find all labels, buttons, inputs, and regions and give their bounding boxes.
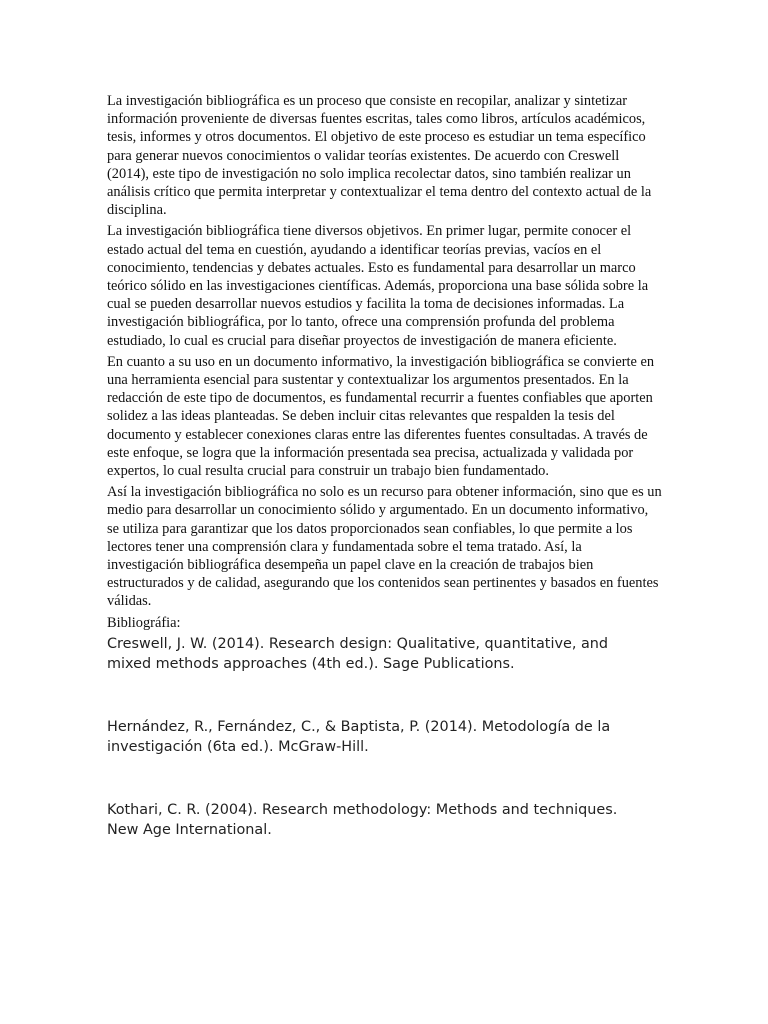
bibliography-heading: Bibliográfia: xyxy=(107,614,181,631)
paragraph-objectives: La investigación bibliográfica tiene diversos objetivos. En primer lugar, permite conocer el estado actual del tema en cuestión, ayudando a identificar teorías previas, vacíos en el conocimiento, tendencias y debates actuales. Esto es fundamental para desarrollar un marco teórico sólido en las investigaciones científicas. Además, proporciona una base sólida sobre la cual se pueden desarrollar nuevos estudios y facilita la toma de decisiones informadas. La investigación bibliográfica, por lo tanto, ofrece una comprensión profunda del problema estudiado, lo cual es crucial para diseñar proyectos de investigación de manera eficiente. xyxy=(107,223,649,349)
paragraph-conclusion: Así la investigación bibliográfica no solo es un recurso para obtener información, sino que es un medio para desarrollar un conocimiento sólido y argumentado. En un documento informativo, se utiliza para garantizar que los datos proporcionados sean confiables, lo que permite a los lectores tener una comprensión clara y fundamentada sobre el tema tratado. Así, la investigación bibliográfica desempeña un papel clave en la creación de trabajos bien estructurados y de calidad, asegurando que los contenidos sean pertinentes y basados en fuentes válidas. xyxy=(107,484,662,610)
document-page xyxy=(107,92,662,840)
reference-creswell: Creswell, J. W. (2014). Research design: Qualitative, quantitative, and mixed methods approaches (4th ed.). Sage Publications. xyxy=(107,635,609,673)
paragraph-definition: La investigación bibliográfica es un proceso que consiste en recopilar, analizar y sintetizar información proveniente de diversas fuentes escritas, tales como libros, artículos académicos, tesis, informes y otros documentos. El objetivo de este proceso es estudiar un tema específico para generar nuevos conocimientos o validar teorías existentes. De acuerdo con Creswell (2014), este tipo de investigación no solo implica recolectar datos, sino también realizar un análisis crítico que permita interpretar y contextualizar el tema dentro del contexto actual de la disciplina. xyxy=(107,93,652,219)
reference-hernandez: Hernández, R., Fernández, C., & Baptista, P. (2014). Metodología de la investigación (6ta ed.). McGraw-Hill. xyxy=(107,718,611,756)
paragraph-usage: En cuanto a su uso en un documento informativo, la investigación bibliográfica se convierte en una herramienta esencial para sustentar y contextualizar los argumentos presentados. En la redacción de este tipo de documentos, es fundamental recurrir a fuentes confiables que aporten solidez a las ideas planteadas. Se deben incluir citas relevantes que respalden la tesis del documento y establecer conexiones claras entre las diferentes fuentes consultadas. A través de este enfoque, se logra que la información presentada sea precisa, actualizada y validada por expertos, lo cual resulta crucial para construir un trabajo bien fundamentado. xyxy=(107,353,655,480)
reference-kothari: Kothari, C. R. (2004). Research methodology: Methods and techniques. New Age International. xyxy=(107,801,618,838)
